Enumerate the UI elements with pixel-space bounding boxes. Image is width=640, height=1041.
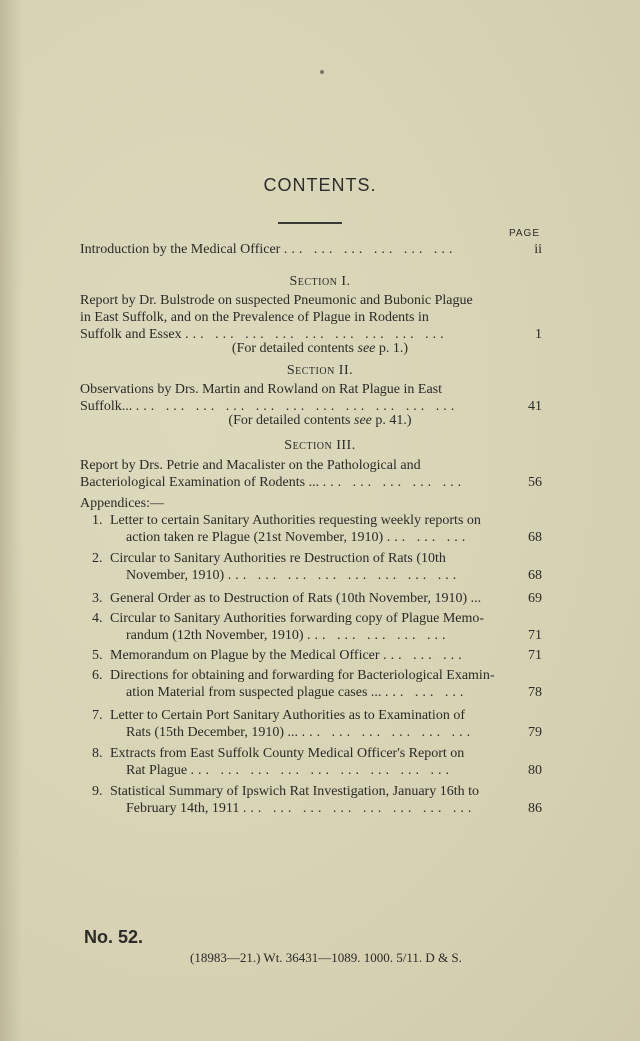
appendix-number: 3. bbox=[92, 591, 103, 606]
appendix-text bbox=[110, 783, 530, 817]
toc-page-number: 71 bbox=[528, 628, 542, 643]
appendix-number: 1. bbox=[92, 513, 103, 528]
appendix-line: Circular to Sanitary Authorities forwarding copy of Plague Memo- bbox=[110, 611, 485, 626]
leader-dots: ... ... ... ... ... ... bbox=[283, 242, 457, 257]
appendix-text bbox=[110, 610, 530, 644]
appendix-line: General Order as to Destruction of Rats (10th November, 1910) ... bbox=[110, 591, 482, 606]
leader-dots: ... ... ... ... ... bbox=[307, 628, 450, 643]
leader-dots: ... ... ... ... ... ... ... ... ... bbox=[190, 763, 454, 778]
appendix-text bbox=[110, 707, 530, 741]
appendix-line: Letter to Certain Port Sanitary Authorities as to Examination of bbox=[110, 708, 465, 723]
toc-entry-section-2 bbox=[80, 381, 542, 415]
appendix-number: 8. bbox=[92, 746, 103, 761]
appendix-entry bbox=[80, 610, 542, 644]
toc-page-number: 78 bbox=[528, 685, 542, 700]
page-title: CONTENTS. bbox=[263, 175, 377, 195]
appendix-line: Rat Plague bbox=[126, 763, 188, 778]
leader-dots: ... ... ... ... ... bbox=[322, 475, 466, 490]
toc-page-number: 86 bbox=[528, 801, 542, 816]
toc-page-number: 80 bbox=[528, 763, 542, 778]
appendix-line: Letter to certain Sanitary Authorities requesting weekly reports on bbox=[110, 513, 481, 528]
appendix-number: 4. bbox=[92, 611, 103, 626]
appendix-entry bbox=[80, 590, 542, 607]
appendix-line: Statistical Summary of Ipswich Rat Investigation, January 16th to bbox=[110, 784, 479, 799]
toc-entry-text: Report by Dr. Bulstrode on suspected Pneumonic and Bubonic Plague bbox=[80, 293, 473, 308]
ink-speck bbox=[320, 70, 324, 74]
appendix-line: Memorandum on Plague by the Medical Officer bbox=[110, 648, 380, 663]
appendix-entry bbox=[80, 745, 542, 779]
toc-entry-text: Bacteriological Examination of Rodents ... bbox=[80, 475, 320, 490]
appendix-text bbox=[110, 667, 530, 701]
printer-imprint: (18983—21.) Wt. 36431—1089. 1000. 5/11. D & S. bbox=[190, 950, 462, 965]
toc-page-number: 68 bbox=[528, 530, 542, 545]
appendix-line: randum (12th November, 1910) bbox=[126, 628, 304, 643]
appendix-line: ation Material from suspected plague cases ... bbox=[126, 685, 382, 700]
appendix-number: 2. bbox=[92, 551, 103, 566]
toc-entry-text: Report by Drs. Petrie and Macalister on the Pathological and bbox=[80, 458, 421, 473]
detail-note: (For detailed contents see p. 41.) bbox=[228, 413, 412, 428]
appendix-number: 6. bbox=[92, 668, 103, 683]
appendix-text bbox=[110, 745, 530, 779]
appendix-number: 9. bbox=[92, 784, 103, 799]
toc-entry-text: Observations by Drs. Martin and Rowland on Rat Plague in East bbox=[80, 382, 443, 397]
appendix-line: action taken re Plague (21st November, 1910) bbox=[126, 530, 384, 545]
appendix-line: Rats (15th December, 1910) ... bbox=[126, 725, 299, 740]
page-column-header: PAGE bbox=[508, 228, 540, 239]
appendix-entry bbox=[80, 647, 542, 664]
leader-dots: ... ... ... bbox=[384, 685, 468, 700]
toc-entry-text: Introduction by the Medical Officer bbox=[80, 242, 281, 257]
toc-page-number: 71 bbox=[528, 648, 542, 663]
toc-page-number: 69 bbox=[528, 591, 542, 606]
title-rule bbox=[278, 222, 342, 224]
leader-dots: ... ... ... bbox=[386, 530, 470, 545]
leader-dots: ... ... ... ... ... ... ... ... ... ... ... bbox=[135, 399, 459, 414]
appendix-entry bbox=[80, 707, 542, 741]
toc-entry-text: Suffolk... bbox=[80, 399, 133, 414]
leader-dots: ... ... ... bbox=[383, 648, 466, 663]
appendix-entry bbox=[80, 783, 542, 817]
appendix-line: November, 1910) bbox=[126, 568, 225, 583]
toc-entry-section-3 bbox=[80, 457, 542, 491]
appendix-line: Directions for obtaining and forwarding for Bacteriological Examin- bbox=[110, 668, 495, 683]
leader-dots: ... ... ... ... ... ... ... ... ... bbox=[185, 327, 448, 342]
appendix-text bbox=[110, 590, 530, 607]
toc-entry-text: Suffolk and Essex bbox=[80, 327, 182, 342]
toc-entry-introduction bbox=[80, 241, 542, 258]
section-heading: Section III. bbox=[284, 438, 356, 453]
appendix-entry bbox=[80, 667, 542, 701]
appendix-number: 7. bbox=[92, 708, 103, 723]
document-number: No. 52. bbox=[84, 927, 144, 947]
toc-page-number: ii bbox=[534, 242, 542, 257]
appendices-label: Appendices:— bbox=[80, 496, 164, 511]
toc-page-number: 1 bbox=[535, 327, 542, 342]
appendix-entry bbox=[80, 550, 542, 584]
leader-dots: ... ... ... ... ... ... bbox=[301, 725, 475, 740]
appendix-line: Extracts from East Suffolk County Medical Officer's Report on bbox=[110, 746, 465, 761]
toc-page-number: 41 bbox=[528, 399, 542, 414]
appendix-line: February 14th, 1911 bbox=[126, 801, 240, 816]
toc-page-number: 79 bbox=[528, 725, 542, 740]
appendix-number: 5. bbox=[92, 648, 103, 663]
appendix-line: Circular to Sanitary Authorities re Destruction of Rats (10th bbox=[110, 551, 446, 566]
toc-entry-section-1 bbox=[80, 292, 542, 343]
section-heading: Section I. bbox=[289, 274, 351, 289]
toc-page-number: 56 bbox=[528, 475, 542, 490]
leader-dots: ... ... ... ... ... ... ... ... bbox=[227, 568, 461, 583]
section-heading: Section II. bbox=[286, 363, 354, 378]
appendix-text bbox=[110, 512, 530, 546]
toc-page-number: 68 bbox=[528, 568, 542, 583]
appendix-text bbox=[110, 647, 530, 664]
appendix-entry bbox=[80, 512, 542, 546]
toc-entry-text: in East Suffolk, and on the Prevalence of Plague in Rodents in bbox=[80, 310, 429, 325]
detail-note: (For detailed contents see p. 1.) bbox=[231, 341, 409, 356]
appendix-text bbox=[110, 550, 530, 584]
leader-dots: ... ... ... ... ... ... ... ... bbox=[242, 801, 476, 816]
